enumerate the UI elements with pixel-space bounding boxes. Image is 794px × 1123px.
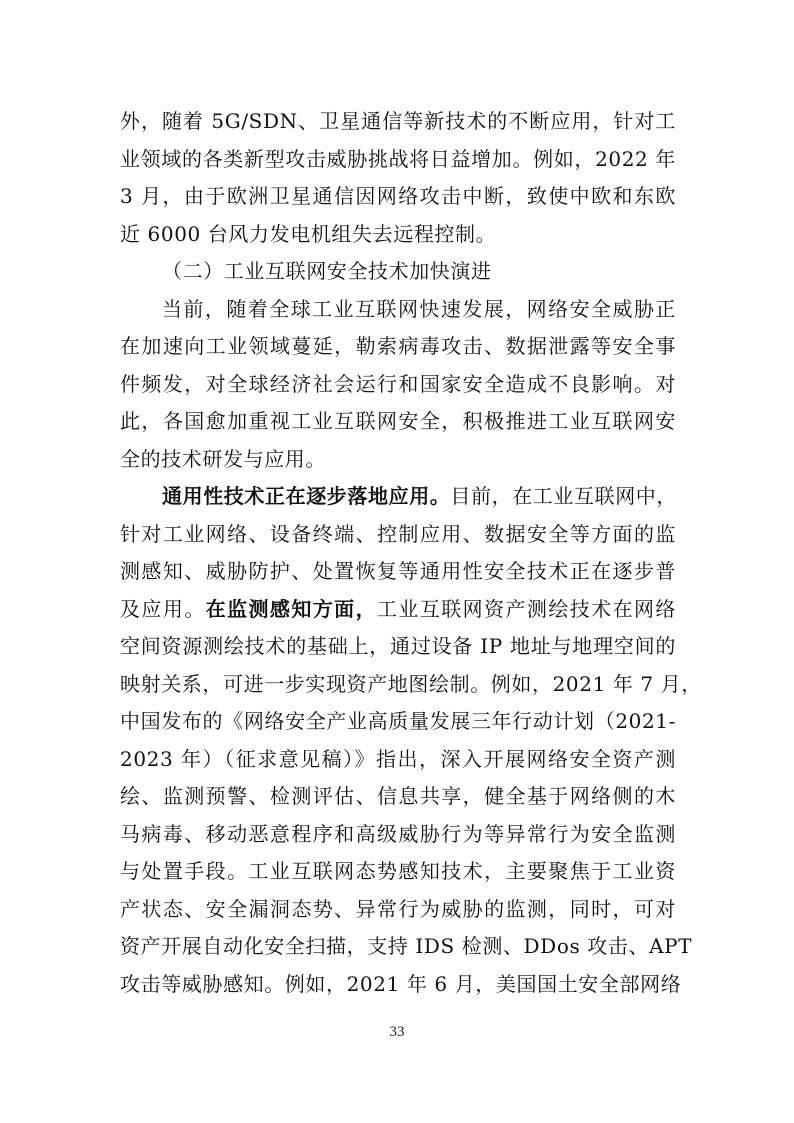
text-run: 及应用。 bbox=[120, 596, 206, 621]
text-line: 中国发布的《网络安全产业高质量发展三年行动计划（2021- bbox=[120, 709, 676, 733]
text-line: 近 6000 台风力发电机组失去远程控制。 bbox=[120, 221, 497, 246]
bold-lead-phrase: 在监测感知方面， bbox=[205, 596, 377, 621]
text-line: 件频发，对全球经济社会运行和国家安全造成不良影响。对 bbox=[120, 371, 676, 396]
text-line: 全的技术研发与应用。 bbox=[120, 446, 326, 471]
text-line: 马病毒、移动恶意程序和高级威胁行为等异常行为安全监测 bbox=[120, 821, 676, 846]
text-line: 在加速向工业领域蔓延，勒索病毒攻击、数据泄露等安全事 bbox=[120, 334, 676, 358]
text-line: 此，各国愈加重视工业互联网安全，积极推进工业互联网安 bbox=[120, 409, 676, 433]
text-line bbox=[120, 591, 676, 629]
text-line: 资产开展自动化安全扫描，支持 IDS 检测、DDos 攻击、APT bbox=[120, 934, 693, 958]
text-line: 绘、监测预警、检测评估、信息共享，健全基于网络侧的木 bbox=[120, 784, 676, 808]
text-line: 当前，随着全球工业互联网快速发展，网络安全威胁正 bbox=[162, 296, 676, 321]
body-text bbox=[120, 103, 702, 1003]
text-line: 空间资源测绘技术的基础上，通过设备 IP 地址与地理空间的 bbox=[120, 634, 676, 658]
text-line bbox=[120, 478, 676, 516]
text-line: 针对工业网络、设备终端、控制应用、数据安全等方面的监 bbox=[120, 521, 676, 546]
text-line: 测感知、威胁防护、处置恢复等通用性安全技术正在逐步普 bbox=[120, 559, 676, 583]
bold-lead-phrase: 通用性技术正在逐步落地应用。 bbox=[162, 484, 451, 508]
text-line: 3 月，由于欧洲卫星通信因网络攻击中断，致使中欧和东欧 bbox=[120, 184, 676, 208]
text-run: 工业互联网资产测绘技术在网络 bbox=[377, 596, 676, 621]
text-run: 目前，在工业互联网中， bbox=[450, 484, 678, 508]
text-line: 业领域的各类新型攻击威胁挑战将日益增加。例如，2022 年 bbox=[120, 146, 676, 171]
text-line: 映射关系，可进一步实现资产地图绘制。例如，2021 年 7 月， bbox=[120, 671, 702, 696]
section-heading: （二）工业互联网安全技术加快演进 bbox=[162, 259, 492, 283]
text-line: 与处置手段。工业互联网态势感知技术，主要聚焦于工业资 bbox=[120, 859, 676, 883]
text-line: 2023 年）（征求意见稿）》指出，深入开展网络安全资产测 bbox=[120, 746, 676, 771]
page-number: 33 bbox=[389, 1024, 405, 1040]
text-line: 攻击等威胁感知。例如，2021 年 6 月，美国国土安全部网络 bbox=[120, 971, 682, 996]
text-line: 产状态、安全漏洞态势、异常行为威胁的监测，同时，可对 bbox=[120, 896, 676, 921]
text-line: 外，随着 5G/SDN、卫星通信等新技术的不断应用，针对工 bbox=[120, 109, 676, 133]
